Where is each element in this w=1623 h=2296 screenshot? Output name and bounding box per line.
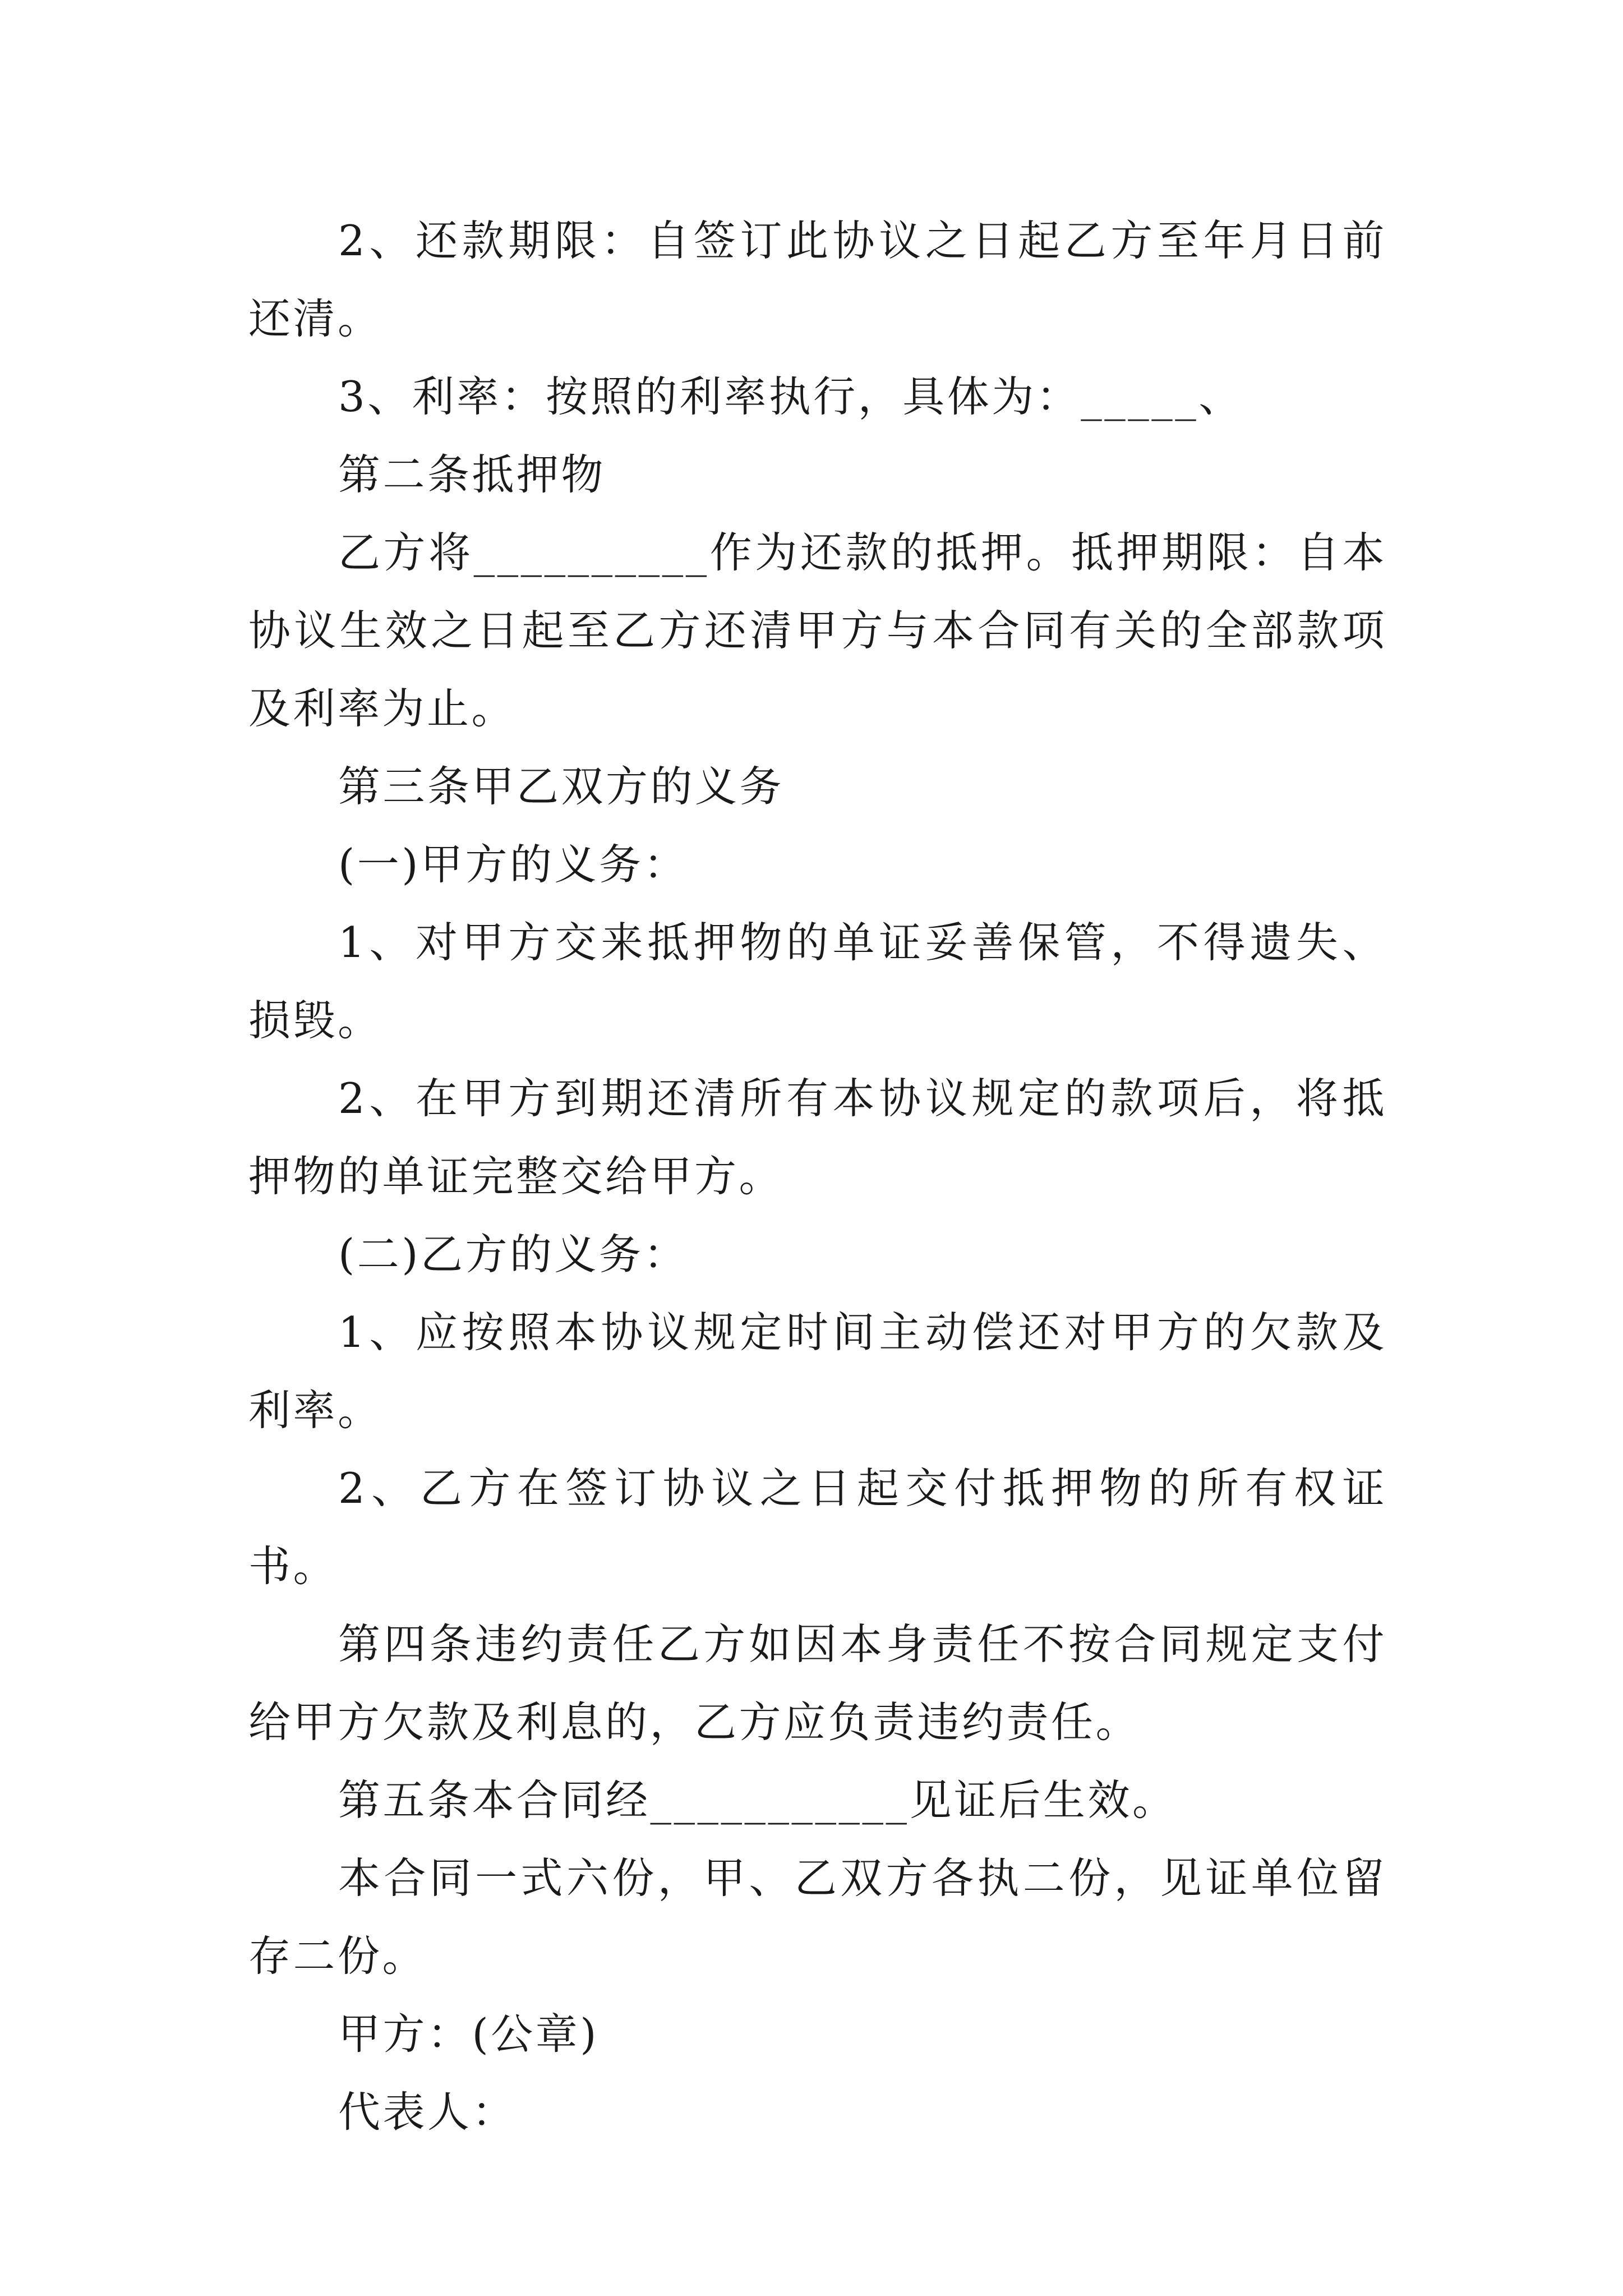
party-a-obligation-2: 2、在甲方到期还清所有本协议规定的款项后，将抵押物的单证完整交给甲方。 <box>248 1074 1387 1201</box>
paragraph-copies: 本合同一式六份，甲、乙双方各执二份，见证单位留存二份。 <box>248 1853 1387 1981</box>
article-5-effective: 第五条本合同经___________见证后生效。 <box>338 1775 1177 1825</box>
article-2-heading: 第二条抵押物 <box>338 450 606 499</box>
party-b-obligations-heading: (二)乙方的义务： <box>338 1230 689 1279</box>
document-body <box>248 202 1387 2151</box>
party-a-obligations-heading: (一)甲方的义务： <box>338 840 689 889</box>
party-a-seal-line: 甲方：(公章) <box>338 2009 600 2059</box>
paragraph-interest-rate: 3、利率：按照的利率执行，具体为：_____、 <box>338 372 1243 421</box>
paragraph-repayment-term: 2、还款期限：自签订此协议之日起乙方至年月日前还清。 <box>248 216 1387 343</box>
representative-line: 代表人： <box>338 2087 517 2137</box>
party-b-obligation-2: 2、乙方在签订协议之日起交付抵押物的所有权证书。 <box>248 1464 1387 1591</box>
article-3-heading: 第三条甲乙双方的义务 <box>338 762 785 811</box>
article-4-breach: 第四条违约责任乙方如因本身责任不按合同规定支付给甲方欠款及利息的，乙方应负责违约责任。 <box>248 1619 1387 1747</box>
party-b-obligation-1: 1、应按照本协议规定时间主动偿还对甲方的欠款及利率。 <box>248 1308 1387 1435</box>
paragraph-collateral: 乙方将__________作为还款的抵押。抵押期限：自本协议生效之日起至乙方还清甲方与本合同有关的全部款项及利率为止。 <box>248 528 1387 733</box>
party-a-obligation-1: 1、对甲方交来抵押物的单证妥善保管，不得遗失、损毁。 <box>248 918 1387 1045</box>
